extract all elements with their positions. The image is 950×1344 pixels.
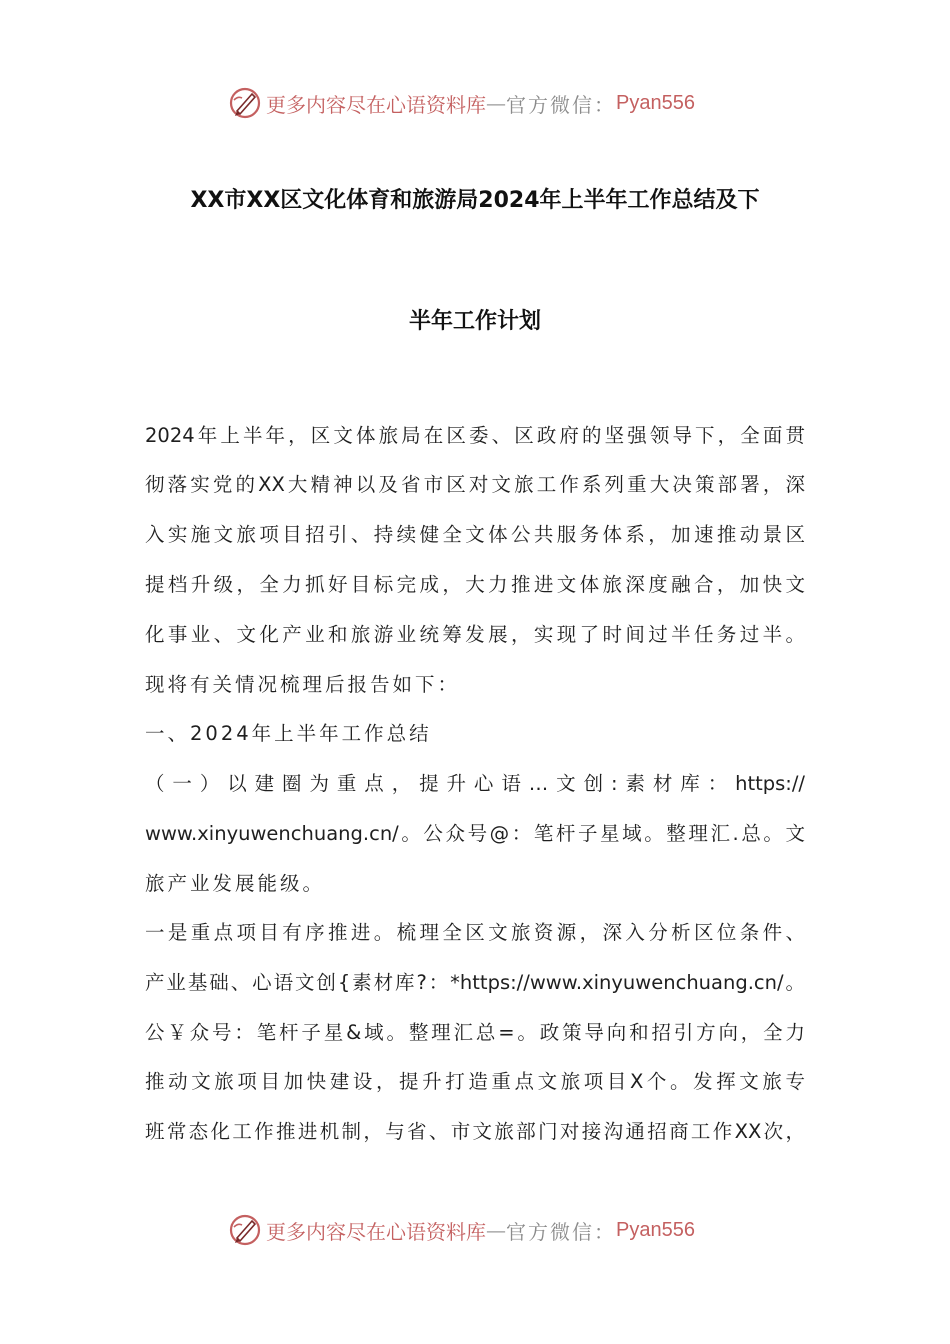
pen-logo-icon <box>228 1213 262 1247</box>
banner-separator: — <box>486 1218 506 1242</box>
body-line: www.xinyuwenchuang.cn/。公众号@：笔杆子星域。整理汇.总。文 <box>145 822 805 845</box>
body-line: 班常态化工作推进机制，与省、市文旅部门对接沟通招商工作XX次， <box>145 1120 805 1143</box>
banner-text: 更多内容尽在心语资料库 <box>266 1219 486 1244</box>
section-heading: 一、2024年上半年工作总结 <box>145 722 432 745</box>
subsection-heading: （一）以建圈为重点，提升心语…文创:素材库：https:// <box>145 772 805 795</box>
banner-label: 官方微信： <box>506 92 616 117</box>
banner-label: 官方微信： <box>506 1219 616 1244</box>
body-line: 公￥众号：笔杆子星&域。整理汇总=。政策导向和招引方向，全力 <box>145 1021 805 1044</box>
body-line: 产业基础、心语文创{素材库?：*https://www.xinyuwenchuang.cn/。 <box>145 971 805 994</box>
body-line: 旅产业发展能级。 <box>145 872 326 895</box>
document-title-line-2: 半年工作计划 <box>408 309 541 334</box>
body-line: 2024年上半年，区文体旅局在区委、区政府的坚强领导下，全面贯 <box>145 424 805 447</box>
banner-wechat-id: Pyan556 <box>616 91 695 114</box>
banner-wechat-id: Pyan556 <box>616 1218 695 1241</box>
body-line: 化事业、文化产业和旅游业统筹发展，实现了时间过半任务过半。 <box>145 623 805 646</box>
document-title-line-1: XX市XX区文化体育和旅游局2024年上半年工作总结及下 <box>190 188 760 213</box>
body-line: 提档升级，全力抓好目标完成，大力推进文体旅深度融合，加快文 <box>145 573 805 596</box>
body-line: 彻落实党的XX大精神以及省市区对文旅工作系列重大决策部署，深 <box>145 473 805 496</box>
body-line: 现将有关情况梳理后报告如下： <box>145 673 461 696</box>
footer-watermark-banner <box>228 1210 695 1250</box>
body-line: 一是重点项目有序推进。梳理全区文旅资源，深入分析区位条件、 <box>145 921 805 944</box>
banner-separator: — <box>486 91 506 115</box>
body-line: 入实施文旅项目招引、持续健全文体公共服务体系，加速推动景区 <box>145 523 805 546</box>
body-line: 推动文旅项目加快建设，提升打造重点文旅项目X个。发挥文旅专 <box>145 1070 805 1093</box>
header-watermark-banner <box>228 83 695 123</box>
banner-text: 更多内容尽在心语资料库 <box>266 92 486 117</box>
pen-logo-icon <box>228 86 262 120</box>
